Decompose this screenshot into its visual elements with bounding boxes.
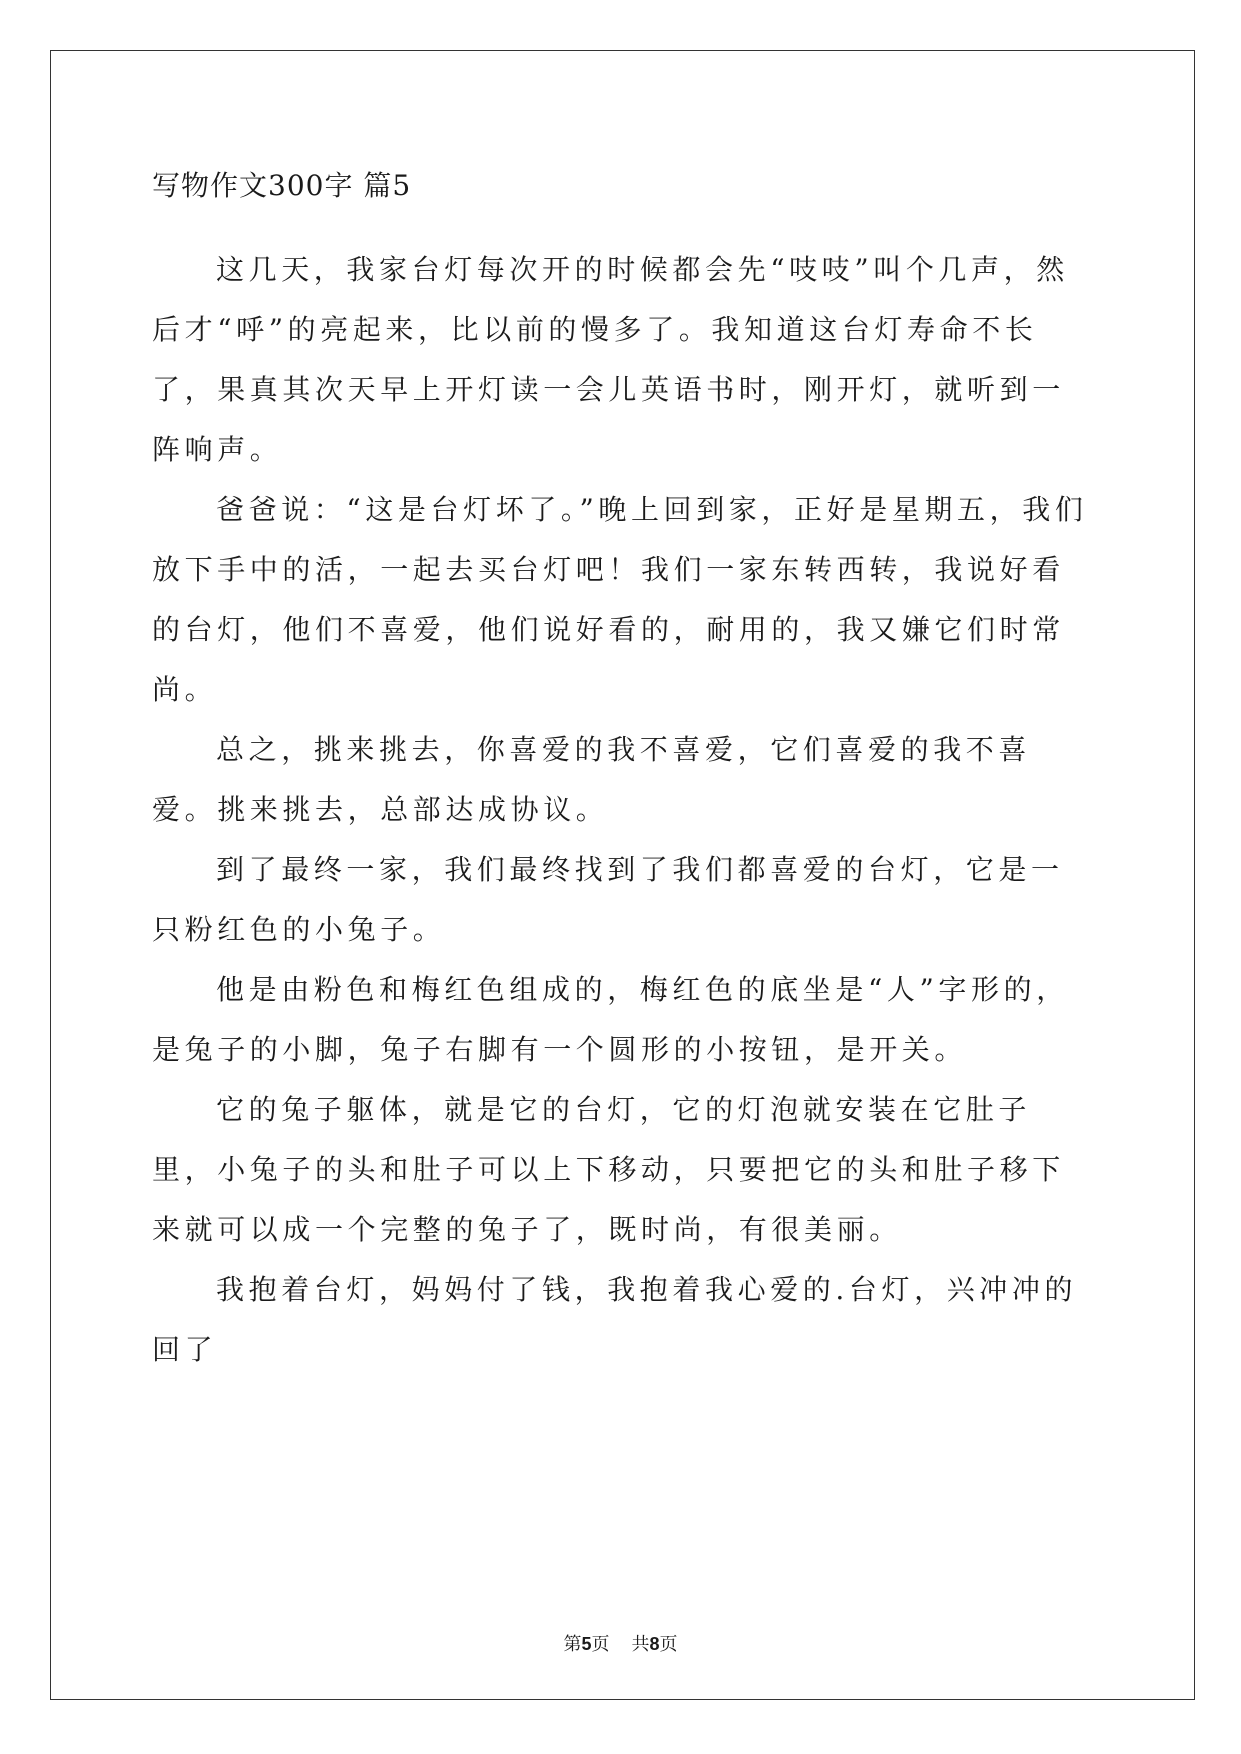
document-body (152, 166, 1092, 1380)
page-suffix: 页 (591, 1634, 610, 1655)
paragraph-3: 总之，挑来挑去，你喜爱的我不喜爱，它们喜爱的我不喜爱。挑来挑去，总部达成协议。 (152, 733, 1032, 826)
total-suffix: 页 (659, 1634, 678, 1655)
paragraph-7: 我抱着台灯，妈妈付了钱，我抱着我心爱的.台灯，兴冲冲的回了 (152, 1273, 1078, 1366)
page-number: 5 (581, 1634, 592, 1654)
total-pages: 8 (649, 1634, 660, 1654)
paragraph-4: 到了最终一家，我们最终找到了我们都喜爱的台灯，它是一只粉红色的小兔子。 (152, 853, 1064, 946)
paragraph-1: 这几天，我家台灯每次开的时候都会先“吱吱”叫个几声，然后才“呼”的亮起来，比以前的慢多了。我知道这台灯寿命不长了，果真其次天早上开灯读一会儿英语书时，刚开灯，就听到一阵响声。 (152, 253, 1069, 466)
document-title: 写物作文300字 篇5 (152, 169, 412, 202)
paragraph-2: 爸爸说：“这是台灯坏了。”晚上回到家，正好是星期五，我们放下手中的活，一起去买台灯吧！我们一家东转西转，我说好看的台灯，他们不喜爱，他们说好看的，耐用的，我又嫌它们时常尚。 (152, 493, 1088, 706)
total-prefix: 共 (631, 1634, 650, 1655)
page-prefix: 第 (563, 1634, 582, 1655)
paragraph-6: 它的兔子躯体，就是它的台灯，它的灯泡就安装在它肚子里，小兔子的头和肚子可以上下移动，只要把它的头和肚子移下来就可以成一个完整的兔子了，既时尚，有很美丽。 (152, 1093, 1065, 1246)
paragraph-5: 他是由粉色和梅红色组成的，梅红色的底坐是“人”字形的，是兔子的小脚，兔子右脚有一个圆形的小按钮，是开关。 (152, 973, 1069, 1066)
page-footer (0, 1632, 1241, 1657)
